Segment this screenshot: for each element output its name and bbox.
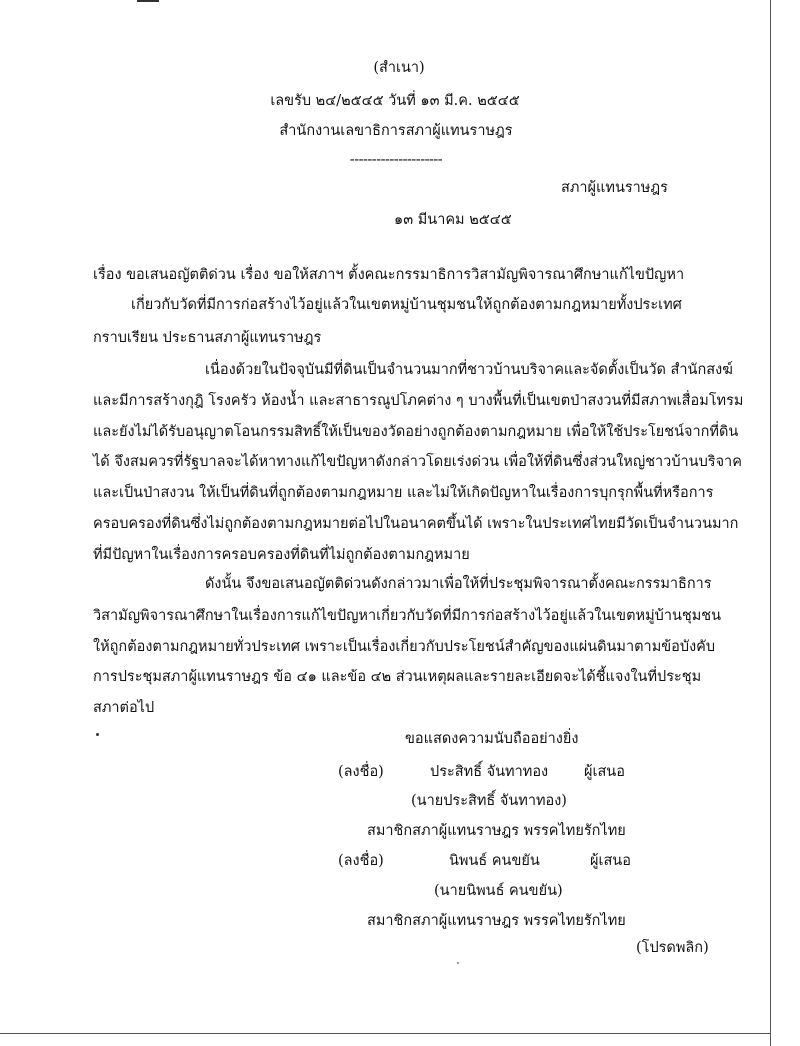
signer-role-1: ผู้เสนอ — [584, 764, 625, 780]
body-p2-line: ให้ถูกต้องตามกฎหมายทั่วประเทศ เพราะเป็นเรื่องเกี่ยวกับประโยชน์สำคัญของแผ่นดินมาตามข้อบังคับ — [93, 639, 716, 655]
copy-label: (สำเนา) — [373, 60, 425, 76]
signer-role-2: ผู้เสนอ — [590, 853, 631, 869]
body-p2-line: การประชุมสภาผู้แทนราษฎร ข้อ ๔๑ และข้อ ๔๒ ส่วนเหตุผลและรายละเอียดจะได้ชี้แจงในที่ประชุม — [93, 669, 702, 685]
scan-speck — [457, 962, 459, 964]
subject-line-1: เรื่อง ขอเสนอญัตติด่วน เรื่อง ขอให้สภาฯ ตั้งคณะกรรมาธิการวิสามัญพิจารณาศึกษาแก้ไขปัญหา — [93, 267, 685, 283]
salutation: กราบเรียน ประธานสภาผู้แทนราษฎร — [93, 330, 322, 346]
body-p1-line: และเป็นป่าสงวน ให้เป็นที่ดินที่ถูกต้องตามกฎหมาย และไม่ให้เกิดปัญหาในเรื่องการบุกรุกพื้นที่หรือการ — [93, 485, 714, 501]
document-date: ๑๓ มีนาคม ๒๕๔๕ — [394, 212, 512, 228]
signer-position-2: สมาชิกสภาผู้แทนราษฎร พรรคไทยรักไทย — [367, 913, 626, 929]
subject-line-2: เกี่ยวกับวัดที่มีการก่อสร้างไว้อยู่แล้วในเขตหมู่บ้านชุมชนให้ถูกต้องตามกฎหมายทั้งประเทศ — [131, 297, 682, 313]
signer-full-name-2: (นายนิพนธ์ คนขยัน) — [434, 883, 563, 899]
body-p1-line: ที่มีปัญหาในเรื่องการครอบครองที่ดินที่ไม่ถูกต้องตามกฎหมาย — [93, 547, 470, 563]
body-p1-line: ได้ จึงสมควรที่รัฐบาลจะได้หาทางแก้ไขปัญหาดังกล่าวโดยเร่งด่วน เพื่อให้ที่ดินซึ่งส่วนใหญ่ชาวบ้านบริจาค — [93, 454, 742, 470]
sign-label-2: (ลงชื่อ) — [338, 853, 384, 869]
signer-position-1: สมาชิกสภาผู้แทนราษฎร พรรคไทยรักไทย — [367, 823, 626, 839]
signer-full-name-1: (นายประสิทธิ์ จันทาทอง) — [411, 793, 567, 809]
body-p2-line: วิสามัญพิจารณาศึกษาในเรื่องการแก้ไขปัญหาเกี่ยวกับวัดที่มีการก่อสร้างไว้อยู่แล้วในเขตหมู่บ้านชุมชน — [93, 608, 722, 624]
page-edge-right — [770, 0, 771, 1046]
turn-page-note: (โปรดพลิก) — [636, 940, 709, 956]
office-name: สำนักงานเลขาธิการสภาผู้แทนราษฎร — [279, 123, 513, 139]
body-p2-line: สภาต่อไป — [93, 700, 155, 716]
body-p1-line: เนื่องด้วยในปัจจุบันมีที่ดินเป็นจำนวนมากที่ชาวบ้านบริจาคและจัดตั้งเป็นวัด สำนักสงฆ์ — [205, 362, 733, 378]
closing: ขอแสดงความนับถืออย่างยิ่ง — [405, 731, 579, 747]
scan-mark — [137, 0, 159, 2]
body-p1-line: และมีการสร้างกุฎิ โรงครัว ห้องน้ำ และสาธารณูปโภคต่าง ๆ บางพื้นที่เป็นเขตป่าสงวนที่มีสภาพเสื่อมโทรม — [93, 393, 744, 409]
body-p2-line: ดังนั้น จึงขอเสนอญัตติด่วนดังกล่าวมาเพื่อให้ที่ประชุมพิจารณาตั้งคณะกรรมาธิการ — [205, 576, 712, 592]
signer-name-2: นิพนธ์ คนขยัน — [449, 853, 540, 869]
receipt-number: เลขรับ ๒๔/๒๕๔๕ วันที่ ๑๓ มี.ค. ๒๕๔๕ — [270, 93, 520, 109]
body-p1-line: และยังไม่ได้รับอนุญาตโอนกรรมสิทธิ์ให้เป็นของวัดอย่างถูกต้องตามกฎหมาย เพื่อให้ใช้ประโยชน์จากที่ดิน — [93, 424, 739, 440]
sign-label-1: (ลงชื่อ) — [338, 764, 384, 780]
header-separator: --------------------- — [349, 152, 443, 168]
signer-name-1: ประสิทธิ์ จันทาทอง — [430, 764, 549, 780]
page-edge-bottom — [0, 1033, 771, 1034]
scan-dot — [96, 733, 99, 736]
body-p1-line: ครอบครองที่ดินซึ่งไม่ถูกต้องตามกฎหมายต่อไปในอนาคตขึ้นได้ เพราะในประเทศไทยมีวัดเป็นจำนวนมาก — [93, 516, 739, 532]
sender: สภาผู้แทนราษฎร — [561, 180, 668, 196]
